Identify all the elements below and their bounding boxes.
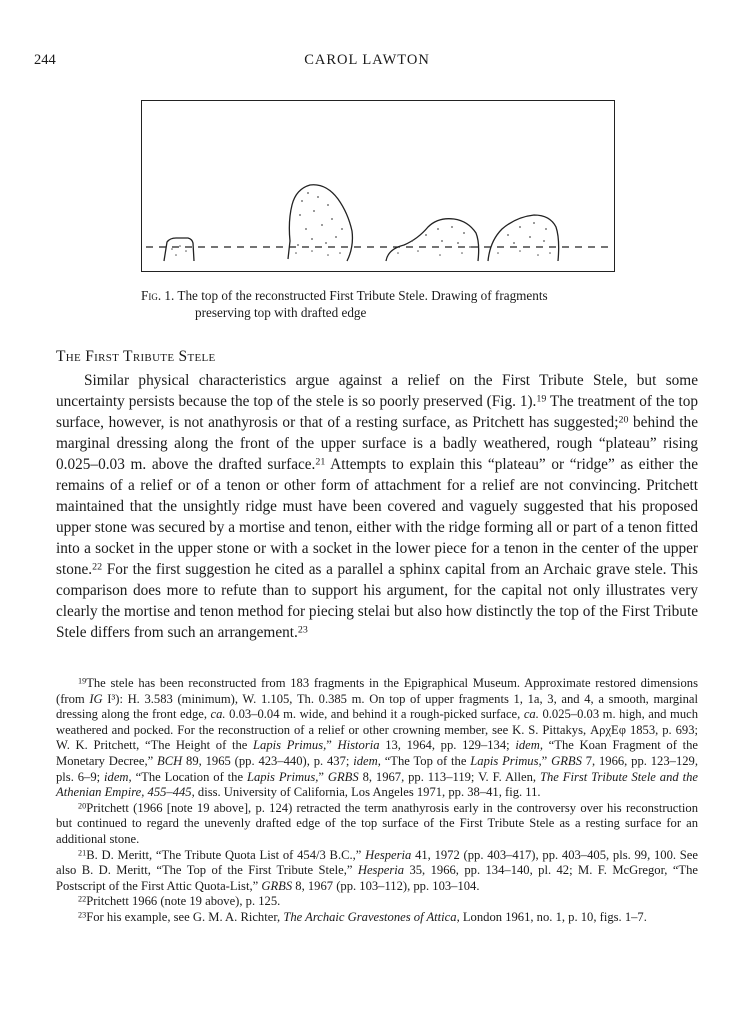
footnote-ref-23[interactable]: 23 bbox=[297, 624, 308, 636]
fragment-left bbox=[164, 238, 194, 261]
footnote-ref-22[interactable]: 22 bbox=[92, 561, 103, 573]
caption-label: Fig. 1. bbox=[141, 288, 175, 303]
footnote-22: $^{22}$Pritchett 1966 (note 19 above), p. 125. bbox=[78, 894, 281, 909]
fragment-right bbox=[488, 215, 559, 261]
footnote-ref-21[interactable]: 21 bbox=[315, 456, 326, 468]
page-number: 244 bbox=[34, 52, 56, 68]
running-head-author: CAROL LAWTON bbox=[304, 52, 430, 68]
footnote-23: $^{23}$For his example, see G. M. A. Richter, The Archaic Gravestones of Attica, London 1961, no. 1, p. 10, figs. 1–7. bbox=[78, 909, 647, 924]
footnote-ref-19[interactable]: 19 bbox=[536, 393, 547, 405]
fragment-middle bbox=[386, 219, 479, 261]
fragment-tall bbox=[288, 185, 352, 261]
footnote-20: $^{20}$Pritchett (1966 [note 19 above], p. 124) retracted the term anathyrosis early in the controversy over his reconstruction but continued to regard the unevenly drafted edge of the top surface of the First Tribute Stele as a resting surface for an additional stone. bbox=[56, 800, 698, 846]
stele-top-drawing bbox=[142, 101, 616, 273]
section-heading: The First Tribute Stele bbox=[56, 348, 216, 365]
footnote-ref-20[interactable]: 20 bbox=[618, 414, 629, 426]
figure-caption bbox=[141, 287, 621, 321]
caption-line-1: The top of the reconstructed First Tribute Stele. Drawing of fragments bbox=[177, 288, 548, 303]
body-text bbox=[56, 370, 698, 643]
footnote-21: $^{21}$B. D. Meritt, “The Tribute Quota List of 454/3 B.C.,” Hesperia 41, 1972 (pp. 403–417), pp. 403–405, pls. 99, 100. See also B. D. Meritt, “The Top of the First Tribute Stele,” Hesperia 35, 1966, pp. 134–140, pl. 42; M. F. McGregor, “The Postscript of the First Attic Quota-List,” GRBS 8, 1967 (pp. 103–112), pp. 103–104. bbox=[56, 847, 698, 893]
running-header bbox=[34, 52, 700, 74]
footnotes bbox=[56, 676, 698, 926]
caption-line-2: preserving top with drafted edge bbox=[195, 305, 367, 320]
footnote-19: $^{19}$The stele has been reconstructed from 183 fragments in the Epigraphical Museum. Approximate restored dimensions (from IG I³): H. 3.583 (minimum), W. 1.105, Th. 0.385 m. On top of upper fragments 1, 1a, 3, and 4, a smooth, marginal dressing along the front edge, ca. 0.03–0.04 m. wide, and behind it a rough-picked surface, ca. 0.025–0.03 m. high, and much weathered and pocked. For the reconstruction of a relief or other crowning member, see K. S. Pittakys, ΑρχΕφ 1853, p. 693; W. K. Pritchett, “The Height of the Lapis Primus,” Historia 13, 1964, pp. 129–134; idem, “The Koan Fragment of the Monetary Decree,” BCH 89, 1965 (pp. 423–440), p. 437; idem, “The Top of the Lapis Primus,” GRBS 7, 1966, pp. 123–129, pls. 6–9; idem, “The Location of the Lapis Primus,” GRBS 8, 1967, pp. 113–119; V. F. Allen, The First Tribute Stele and the Athenian Empire, 455–445, diss. University of California, Los Angeles 1971, pp. 38–41, fig. 11. bbox=[56, 676, 699, 800]
body-paragraph: Similar physical characteristics argue against a relief on the First Tribute Stele, but some uncertainty persists because the top of the stele is so poorly preserved (Fig. 1).$^{19}$ The treatment of the top surface, however, is not anathyrosis or that of a resting surface, as Pritchett has suggested;$^{20}$ behind the marginal dressing along the front of the upper surface is a badly weathered, rough “plateau” rising 0.025–0.03 m. above the drafted surface.$^{21}$ Attempts to explain this “plateau” or “ridge” as either the remains of a relief or of a tenon or other form of attachment for a relief are not convincing. Pritchett maintained that the unsightly ridge must have been covered and vaguely suggested that his proposed upper stone was secured by a mortise and tenon, either with the ridge forming all or part of a tenon fitted into a socket in the upper stone or with a socket in the lower piece for a tenon in the center of the upper stone.$^{22}$ For the first suggestion he cited as a parallel a sphinx capital from an Archaic grave stele. This comparison does more to refute than to support his argument, for the capital not only illustrates very clearly the mortise and tenon method for piecing stelai but also how distinctly the top of the First Tribute Stele differs from such an arrangement.$^{23}$ bbox=[56, 372, 698, 641]
figure-1-drawing bbox=[141, 100, 615, 272]
